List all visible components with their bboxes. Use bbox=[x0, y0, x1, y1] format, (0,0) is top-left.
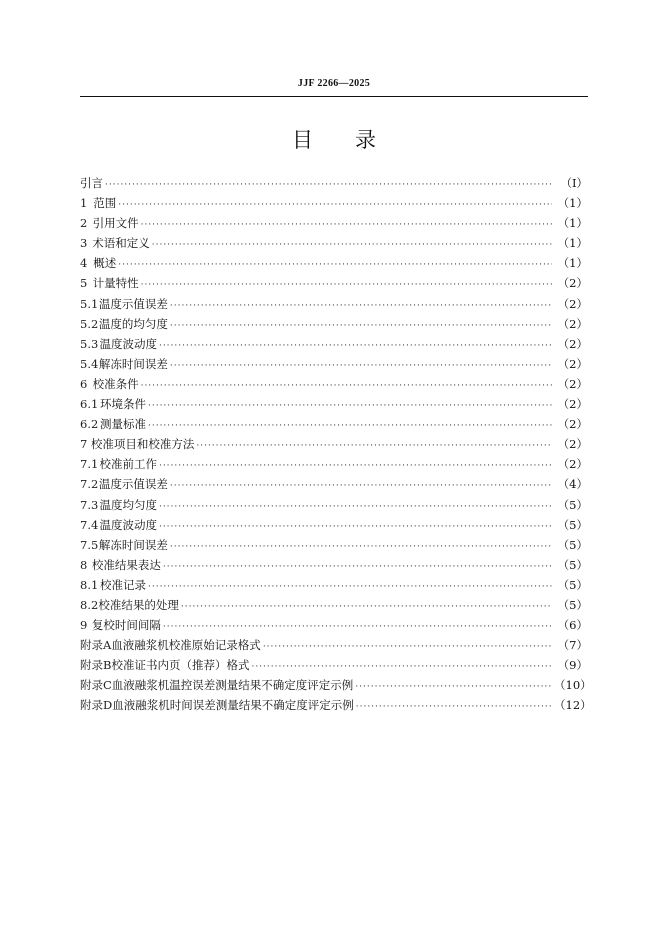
dot-leader bbox=[170, 537, 552, 557]
toc-entry-number: 6.2 bbox=[80, 417, 99, 432]
toc-entry-page: （2） bbox=[557, 457, 588, 472]
toc-entry-page: （7） bbox=[557, 638, 588, 653]
table-of-contents bbox=[80, 173, 592, 716]
toc-entry-title: 血液融浆机温控误差测量结果不确定度评定示例 bbox=[111, 678, 354, 693]
toc-entry-page: （5） bbox=[557, 597, 588, 612]
dot-leader bbox=[159, 517, 552, 537]
toc-entry-title: 概述 bbox=[93, 256, 117, 271]
toc-entry-title: 测量标准 bbox=[99, 417, 146, 432]
toc-entry-title: 校准条件 bbox=[92, 376, 139, 391]
toc-entry-page: （5） bbox=[557, 557, 588, 572]
toc-entry[interactable] bbox=[80, 555, 588, 575]
toc-entry-title: 校准记录 bbox=[99, 577, 146, 592]
toc-entry-title: 复校时间间隔 bbox=[91, 618, 161, 633]
dot-leader bbox=[163, 557, 552, 577]
toc-entry[interactable] bbox=[80, 515, 588, 535]
toc-entry-title: 解冻时间误差 bbox=[98, 356, 168, 371]
toc-entry-title: 温度波动度 bbox=[99, 336, 157, 351]
toc-entry-title: 温度示值误差 bbox=[98, 296, 168, 311]
toc-entry-title: 血液融浆机校准原始记录格式 bbox=[111, 638, 261, 653]
dot-leader bbox=[141, 215, 552, 235]
dot-leader bbox=[148, 577, 552, 597]
toc-entry-number: 9 bbox=[80, 618, 88, 633]
toc-entry[interactable] bbox=[80, 213, 588, 233]
toc-entry-page: （5） bbox=[557, 517, 588, 532]
dot-leader bbox=[170, 476, 552, 496]
dot-leader bbox=[118, 255, 552, 275]
toc-entry-page: （5） bbox=[557, 497, 588, 512]
toc-entry-number: 6.1 bbox=[80, 397, 99, 412]
dot-leader bbox=[196, 436, 552, 456]
toc-entry-number: 5.3 bbox=[80, 336, 99, 351]
toc-entry-number: 8.1 bbox=[80, 577, 99, 592]
toc-entry-page: （2） bbox=[557, 397, 588, 412]
dot-leader bbox=[170, 356, 552, 376]
toc-entry[interactable] bbox=[80, 575, 588, 595]
toc-entry-number: 3 bbox=[80, 236, 88, 251]
dot-leader bbox=[163, 617, 552, 637]
toc-entry-number: 7.3 bbox=[80, 497, 99, 512]
toc-entry-number: 7.5 bbox=[80, 537, 99, 552]
dot-leader bbox=[170, 316, 552, 336]
toc-entry-number: 2 bbox=[80, 216, 88, 231]
dot-leader bbox=[181, 597, 552, 617]
toc-entry[interactable] bbox=[80, 675, 592, 695]
toc-entry[interactable] bbox=[80, 354, 588, 374]
toc-entry[interactable] bbox=[80, 535, 588, 555]
toc-entry-page: （6） bbox=[557, 618, 588, 633]
toc-entry[interactable] bbox=[80, 595, 588, 615]
toc-entry-title: 温度的均匀度 bbox=[98, 316, 168, 331]
dot-leader bbox=[355, 677, 552, 697]
toc-entry-number: 6 bbox=[80, 376, 88, 391]
toc-entry-page: （1） bbox=[557, 236, 588, 251]
toc-entry-number: 8 bbox=[80, 557, 88, 572]
toc-entry[interactable] bbox=[80, 253, 588, 273]
toc-entry-number: 5.1 bbox=[80, 296, 99, 311]
toc-entry-number: 附录A bbox=[80, 638, 112, 653]
toc-entry-number: 4 bbox=[80, 256, 88, 271]
toc-entry-number: 8.2 bbox=[80, 597, 99, 612]
toc-entry-page: （2） bbox=[557, 376, 588, 391]
header-rule bbox=[80, 96, 588, 97]
dot-leader bbox=[159, 456, 552, 476]
toc-entry-title: 温度波动度 bbox=[99, 517, 157, 532]
toc-entry[interactable] bbox=[80, 374, 588, 394]
toc-entry[interactable] bbox=[80, 334, 588, 354]
dot-leader bbox=[148, 416, 552, 436]
document-code-header: JJF 2266—2025 bbox=[297, 78, 371, 89]
toc-entry-title: 解冻时间误差 bbox=[98, 537, 168, 552]
toc-entry-number: 7.1 bbox=[80, 457, 99, 472]
toc-entry-page: （5） bbox=[557, 577, 588, 592]
toc-entry-title: 校准前工作 bbox=[99, 457, 157, 472]
dot-leader bbox=[356, 697, 552, 717]
toc-entry-number: 7.2 bbox=[80, 477, 99, 492]
toc-entry-page: （9） bbox=[557, 658, 588, 673]
toc-entry-title: 校准结果的处理 bbox=[98, 597, 179, 612]
toc-entry[interactable] bbox=[80, 193, 588, 213]
toc-entry[interactable] bbox=[80, 233, 588, 253]
toc-entry-page: （1） bbox=[557, 216, 588, 231]
toc-entry-page: （2） bbox=[557, 417, 588, 432]
toc-entry[interactable] bbox=[80, 294, 588, 314]
toc-entry-page: （Ⅰ） bbox=[560, 176, 588, 190]
toc-entry[interactable] bbox=[80, 414, 588, 434]
toc-entry[interactable] bbox=[80, 314, 588, 334]
toc-entry[interactable] bbox=[80, 173, 588, 193]
dot-leader bbox=[148, 396, 552, 416]
toc-entry-title: 校准证书内页（推荐）格式 bbox=[111, 658, 250, 673]
toc-entry-number: 5.4 bbox=[80, 356, 99, 371]
toc-entry-page: （10） bbox=[554, 678, 592, 693]
toc-entry-number: 7.4 bbox=[80, 517, 99, 532]
toc-entry-title: 校准结果表达 bbox=[91, 557, 161, 572]
toc-entry[interactable] bbox=[80, 394, 588, 414]
toc-entry[interactable] bbox=[80, 695, 592, 715]
toc-entry-title: 范围 bbox=[93, 196, 117, 211]
dot-leader bbox=[141, 275, 552, 295]
toc-entry[interactable] bbox=[80, 474, 588, 494]
toc-entry-page: （12） bbox=[554, 698, 592, 713]
toc-entry-title: 术语和定义 bbox=[92, 236, 150, 251]
toc-entry-title: 校准项目和校准方法 bbox=[90, 437, 195, 452]
page-title: 目 录 bbox=[292, 128, 376, 152]
toc-entry-page: （4） bbox=[557, 477, 588, 492]
toc-entry-number: 7 bbox=[80, 437, 88, 452]
toc-entry-page: （2） bbox=[557, 296, 588, 311]
toc-entry-page: （2） bbox=[557, 316, 588, 331]
dot-leader bbox=[159, 336, 552, 356]
toc-entry-title: 引用文件 bbox=[92, 216, 139, 231]
toc-entry[interactable] bbox=[80, 434, 588, 454]
dot-leader bbox=[263, 637, 552, 657]
toc-entry-number: 1 bbox=[80, 196, 88, 211]
toc-entry-page: （2） bbox=[557, 336, 588, 351]
toc-entry-number: 附录B bbox=[80, 658, 112, 673]
toc-entry[interactable] bbox=[80, 615, 588, 635]
dot-leader bbox=[170, 296, 552, 316]
toc-entry-title: 温度示值误差 bbox=[98, 477, 168, 492]
dot-leader bbox=[141, 376, 552, 396]
toc-entry-page: （2） bbox=[557, 356, 588, 371]
dot-leader bbox=[105, 175, 552, 195]
dot-leader bbox=[251, 657, 552, 677]
toc-entry-page: （5） bbox=[557, 537, 588, 552]
toc-entry-title: 血液融浆机时间误差测量结果不确定度评定示例 bbox=[112, 698, 354, 713]
toc-entry-page: （1） bbox=[557, 256, 588, 271]
toc-entry-page: （2） bbox=[557, 437, 588, 452]
toc-entry-page: （1） bbox=[557, 196, 588, 211]
dot-leader bbox=[152, 235, 552, 255]
toc-entry[interactable] bbox=[80, 273, 588, 293]
toc-entry[interactable] bbox=[80, 495, 588, 515]
toc-entry[interactable] bbox=[80, 635, 588, 655]
toc-entry-title: 温度均匀度 bbox=[99, 497, 157, 512]
toc-entry-number: 附录D bbox=[80, 698, 113, 713]
toc-entry-title: 环境条件 bbox=[99, 397, 146, 412]
toc-entry-number: 5 bbox=[80, 276, 88, 291]
toc-entry[interactable] bbox=[80, 454, 588, 474]
dot-leader bbox=[118, 195, 552, 215]
toc-entry-title: 引言 bbox=[80, 176, 103, 190]
dot-leader bbox=[159, 497, 552, 517]
toc-entry-page: （2） bbox=[557, 276, 588, 291]
toc-entry[interactable] bbox=[80, 655, 588, 675]
toc-entry-title: 计量特性 bbox=[92, 276, 139, 291]
toc-entry-number: 附录C bbox=[80, 678, 112, 693]
toc-entry-number: 5.2 bbox=[80, 316, 99, 331]
